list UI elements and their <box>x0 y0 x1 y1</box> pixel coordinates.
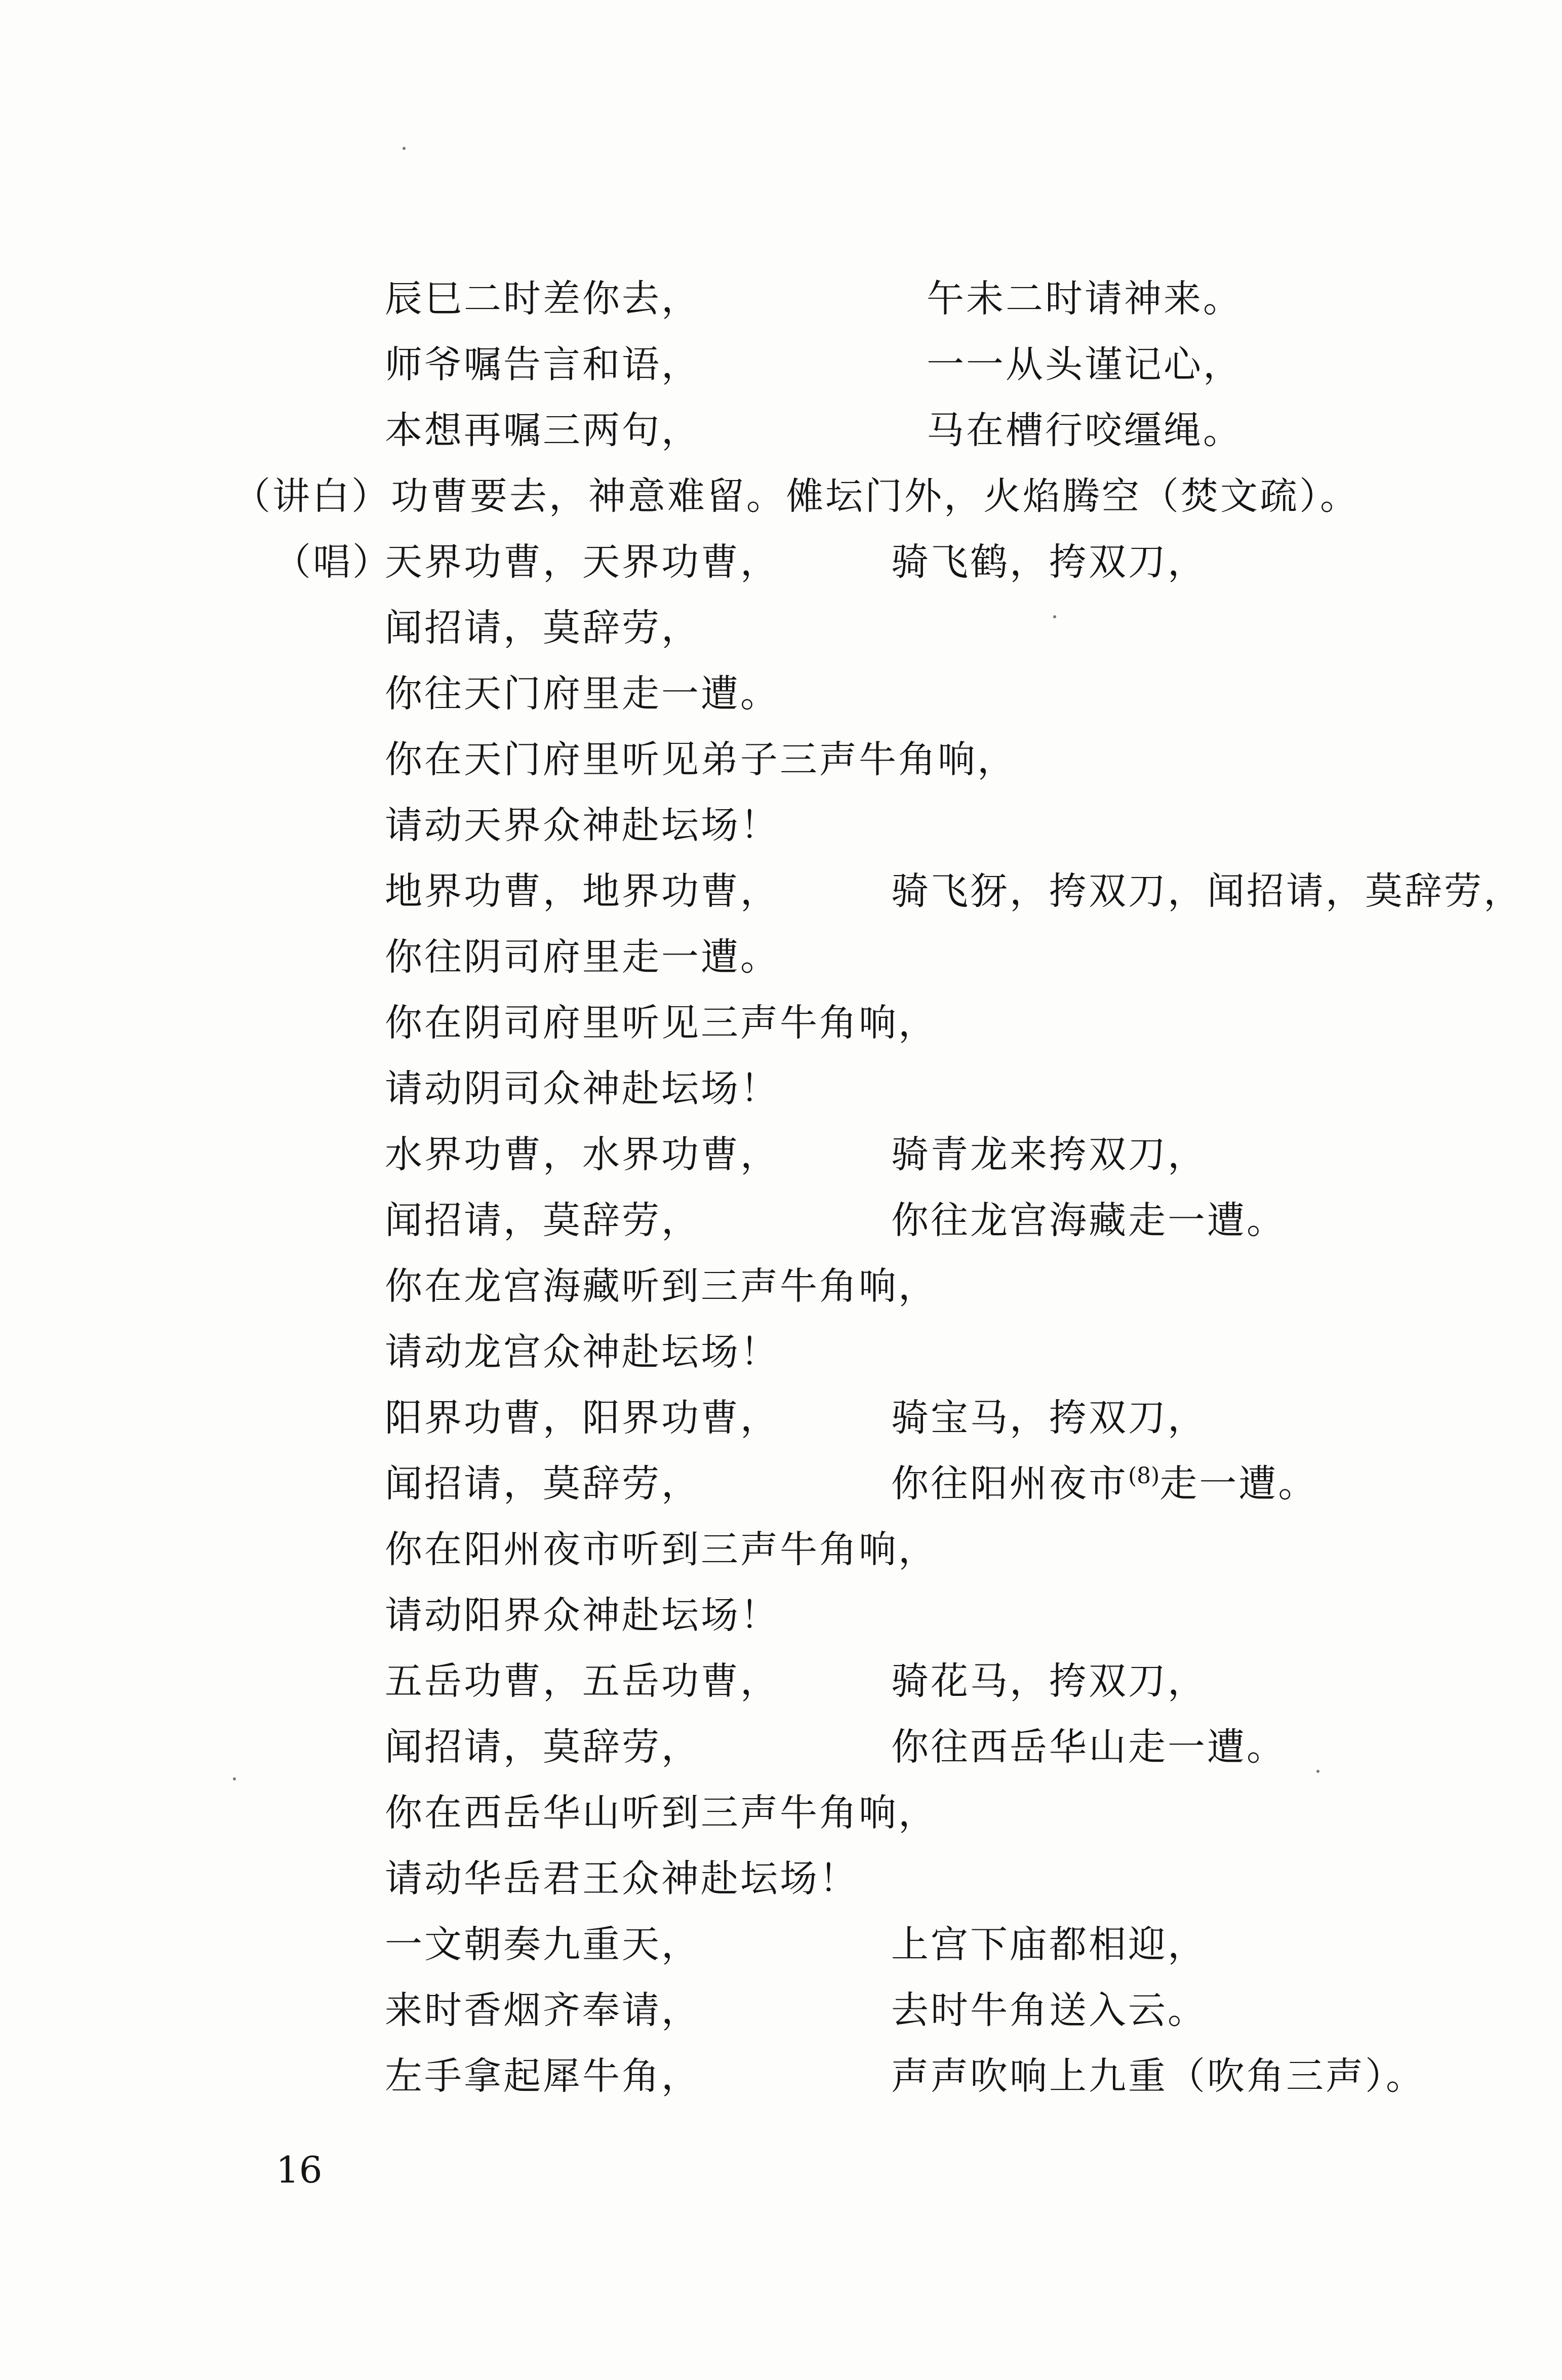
song-left: 你在西岳华山听到三声牛角响， <box>385 1791 938 1835</box>
song-line <box>0 1253 1562 1319</box>
scan-speck <box>233 1777 236 1780</box>
song-line <box>0 1846 1562 1912</box>
song-line <box>0 2043 1562 2109</box>
song-line <box>0 1517 1562 1582</box>
song-line <box>0 595 1562 661</box>
song-left: 你在天门府里听见弟子三声牛角响， <box>385 738 1017 781</box>
song-line <box>0 1122 1562 1187</box>
song-left: 阳界功曹，阳界功曹， <box>385 1396 780 1440</box>
song-left: 你在阴司府里听见三声牛角响， <box>385 1001 938 1045</box>
song-left: 五岳功曹，五岳功曹， <box>385 1659 780 1703</box>
song-left: 你往阴司府里走一遭。 <box>385 935 780 979</box>
song-right: 声声吹响上九重（吹角三声）。 <box>891 2054 1425 2098</box>
song-left: 闻招请，莫辞劳， <box>385 1462 701 1505</box>
song-line <box>0 924 1562 990</box>
song-left: 你在阳州夜市听到三声牛角响， <box>385 1528 938 1571</box>
song-line <box>0 1582 1562 1648</box>
song-line <box>0 727 1562 792</box>
song-line <box>0 1319 1562 1385</box>
scan-speck <box>1053 615 1056 618</box>
song-line <box>0 1648 1562 1714</box>
song-left: 请动阳界众神赴坛场！ <box>385 1594 780 1637</box>
song-line <box>0 1780 1562 1846</box>
song-line <box>0 1451 1562 1517</box>
song-left: 左手拿起犀牛角， <box>385 2054 701 2098</box>
verse-left: 辰巳二时差你去， <box>385 277 701 321</box>
verse-right: 午未二时请神来。 <box>927 277 1243 321</box>
song-line <box>0 1187 1562 1253</box>
song-left: 请动龙宫众神赴坛场！ <box>385 1330 780 1374</box>
scan-speck <box>403 147 406 150</box>
song-line <box>0 990 1562 1056</box>
song-left: 请动阴司众神赴坛场！ <box>385 1067 780 1110</box>
song-left: 一文朝奏九重天， <box>385 1923 701 1966</box>
song-line <box>0 1385 1562 1451</box>
footnote-marker: (8) <box>1128 1463 1160 1489</box>
song-right: 去时牛角送入云。 <box>891 1989 1207 2032</box>
sing-tag: （唱） <box>273 540 392 584</box>
page-number: 16 <box>276 2149 323 2191</box>
verse-line <box>0 332 1562 398</box>
song-right: 骑飞犽，挎双刀，闻招请，莫辞劳， <box>891 869 1523 913</box>
song-left: 闻招请，莫辞劳， <box>385 1199 701 1242</box>
verse-right: 马在槽行咬缰绳。 <box>927 409 1243 452</box>
song-right-after: 走一遭。 <box>1159 1462 1318 1505</box>
song-left: 你往天门府里走一遭。 <box>385 672 780 716</box>
song-left: 闻招请，莫辞劳， <box>385 606 701 650</box>
verse-line <box>0 266 1562 332</box>
song-right: 你往西岳华山走一遭。 <box>891 1725 1286 1769</box>
song-left: 闻招请，莫辞劳， <box>385 1725 701 1769</box>
song-line <box>0 529 1562 595</box>
song-right: 你往阳州夜市 <box>891 1462 1128 1505</box>
song-line <box>0 1056 1562 1122</box>
scan-speck <box>1316 1770 1319 1773</box>
verse-left: 本想再嘱三两句， <box>385 409 701 452</box>
verse-left: 师爷嘱告言和语， <box>385 343 701 386</box>
speech-text: （讲白）功曹要去，神意难留。傩坛门外，火焰腾空（焚文疏）。 <box>233 474 1359 518</box>
song-left: 来时香烟齐奉请， <box>385 1989 701 2032</box>
song-right: 骑花马，挎双刀， <box>891 1659 1207 1703</box>
song-right: 骑飞鹤，挎双刀， <box>891 540 1207 584</box>
song-left: 地界功曹，地界功曹， <box>385 869 780 913</box>
song-left: 请动天界众神赴坛场！ <box>385 804 780 847</box>
song-right-with-note <box>891 1451 1317 1522</box>
verse-right: 一一从头谨记心， <box>927 343 1243 386</box>
song-line <box>0 858 1562 924</box>
song-right: 骑宝马，挎双刀， <box>891 1396 1207 1440</box>
song-line <box>0 792 1562 858</box>
song-left: 请动华岳君王众神赴坛场！ <box>385 1857 859 1900</box>
song-right: 上宫下庙都相迎， <box>891 1923 1207 1966</box>
song-right: 你往龙宫海藏走一遭。 <box>891 1199 1286 1242</box>
speech-line <box>0 463 1562 529</box>
song-line <box>0 1912 1562 1977</box>
verse-line <box>0 398 1562 463</box>
song-line <box>0 1714 1562 1780</box>
song-right: 骑青龙来挎双刀， <box>891 1133 1207 1176</box>
song-line <box>0 1977 1562 2043</box>
song-left: 你在龙宫海藏听到三声牛角响， <box>385 1264 938 1308</box>
song-left: 水界功曹，水界功曹， <box>385 1133 780 1176</box>
song-left: 天界功曹，天界功曹， <box>385 540 780 584</box>
song-line <box>0 661 1562 727</box>
